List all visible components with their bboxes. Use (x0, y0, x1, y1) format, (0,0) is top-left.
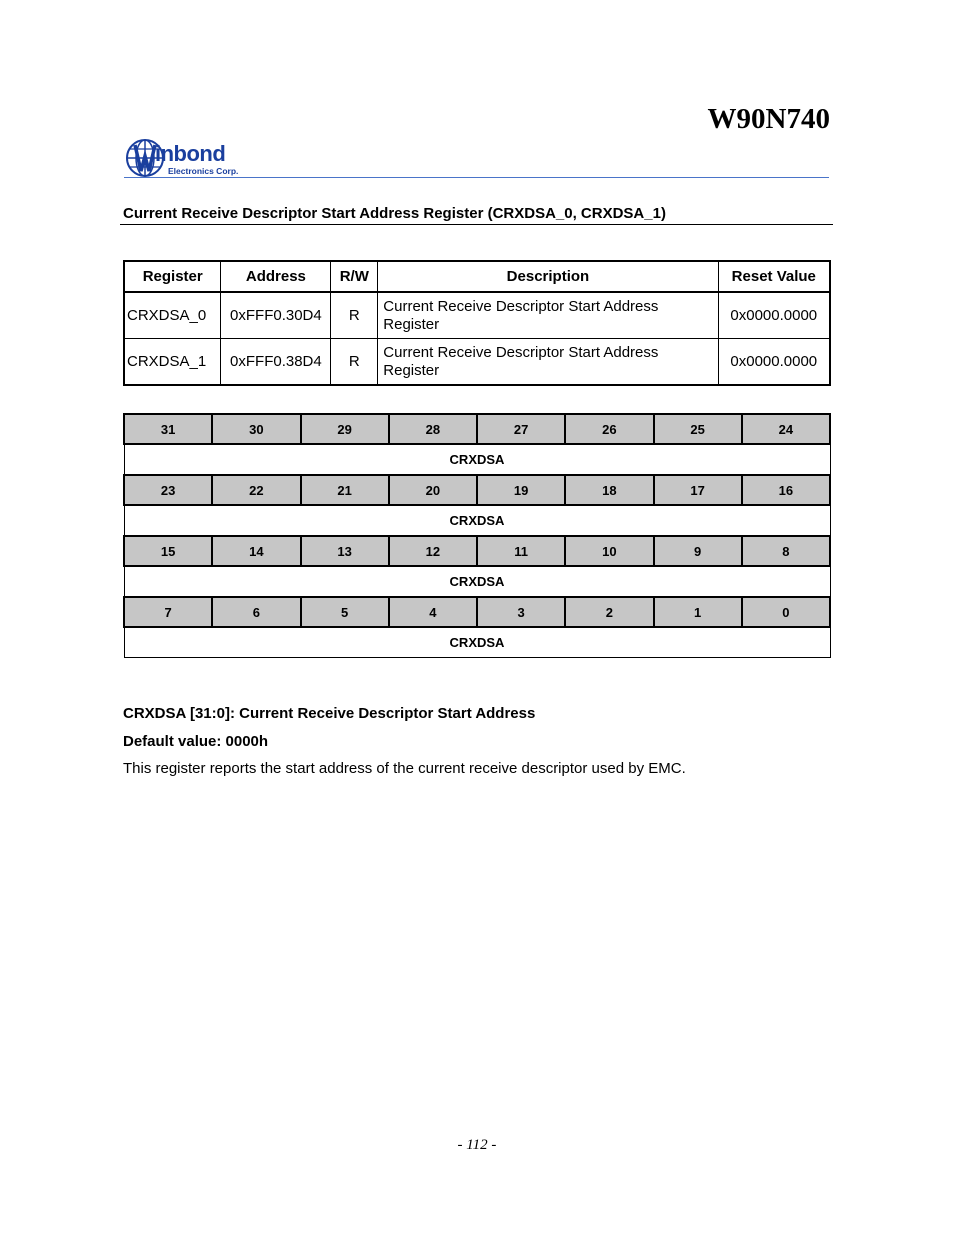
cell-reset-value: 0x0000.0000 (718, 292, 830, 339)
cell-description: Current Receive Descriptor Start Address Register (378, 339, 718, 386)
bit-field-name: CRXDSA (124, 566, 830, 597)
bit-number: 30 (212, 414, 300, 444)
bit-number-row (124, 536, 830, 566)
cell-rw: R (331, 339, 378, 386)
bit-number: 8 (742, 536, 830, 566)
bit-number-row (124, 475, 830, 505)
field-description: This register reports the start address of the current receive descriptor used by EMC. (123, 760, 686, 777)
bit-number: 10 (565, 536, 653, 566)
bit-number: 16 (742, 475, 830, 505)
default-value: Default value: 0000h (123, 733, 269, 750)
winbond-logo (125, 138, 250, 180)
bit-number: 31 (124, 414, 212, 444)
bit-field-table (123, 413, 831, 658)
page-number: - 112 - (457, 1137, 497, 1153)
bit-field-name-row (124, 566, 830, 597)
section-heading: Current Receive Descriptor Start Address Register (CRXDSA_0, CRXDSA_1) (123, 205, 666, 222)
bit-number: 28 (389, 414, 477, 444)
bit-number: 20 (389, 475, 477, 505)
cell-rw: R (331, 292, 378, 339)
bit-number: 24 (742, 414, 830, 444)
cell-description: Current Receive Descriptor Start Address Register (378, 292, 718, 339)
bit-number: 17 (654, 475, 742, 505)
section-divider (120, 224, 833, 225)
register-table (123, 260, 831, 386)
bit-number: 22 (212, 475, 300, 505)
bit-number: 9 (654, 536, 742, 566)
table-row (124, 339, 830, 386)
bit-field-name-row (124, 505, 830, 536)
bit-number: 26 (565, 414, 653, 444)
header-reset-value: Reset Value (718, 261, 830, 292)
header-divider (124, 177, 829, 178)
bit-number: 29 (301, 414, 389, 444)
header-register: Register (124, 261, 221, 292)
bit-number: 25 (654, 414, 742, 444)
bit-number: 15 (124, 536, 212, 566)
field-heading: CRXDSA [31:0]: Current Receive Descriptor Start Address (123, 705, 536, 722)
bit-number: 23 (124, 475, 212, 505)
header-description: Description (378, 261, 718, 292)
table-row (124, 292, 830, 339)
register-table-header (124, 261, 830, 292)
bit-number: 27 (477, 414, 565, 444)
bit-number: 2 (565, 597, 653, 627)
bit-field-name-row (124, 627, 830, 658)
bit-field-name-row (124, 444, 830, 475)
cell-address: 0xFFF0.38D4 (221, 339, 331, 386)
bit-number: 13 (301, 536, 389, 566)
bit-number: 21 (301, 475, 389, 505)
document-title: W90N740 (707, 103, 830, 135)
bit-field-name: CRXDSA (124, 627, 830, 658)
bit-field-name: CRXDSA (124, 444, 830, 475)
bit-number: 7 (124, 597, 212, 627)
cell-register: CRXDSA_0 (124, 292, 221, 339)
bit-number-row (124, 597, 830, 627)
bit-number: 11 (477, 536, 565, 566)
cell-register: CRXDSA_1 (124, 339, 221, 386)
bit-number: 6 (212, 597, 300, 627)
header-address: Address (221, 261, 331, 292)
bit-number: 0 (742, 597, 830, 627)
bit-number: 1 (654, 597, 742, 627)
bit-number: 5 (301, 597, 389, 627)
bit-number-row (124, 414, 830, 444)
bit-number: 18 (565, 475, 653, 505)
bit-number: 3 (477, 597, 565, 627)
cell-reset-value: 0x0000.0000 (718, 339, 830, 386)
bit-number: 14 (212, 536, 300, 566)
bit-number: 12 (389, 536, 477, 566)
logo-subtitle: Electronics Corp. (168, 166, 239, 176)
cell-address: 0xFFF0.30D4 (221, 292, 331, 339)
header-rw: R/W (331, 261, 378, 292)
bit-field-name: CRXDSA (124, 505, 830, 536)
logo-wordmark: inbond (155, 141, 226, 166)
bit-number: 4 (389, 597, 477, 627)
bit-number: 19 (477, 475, 565, 505)
